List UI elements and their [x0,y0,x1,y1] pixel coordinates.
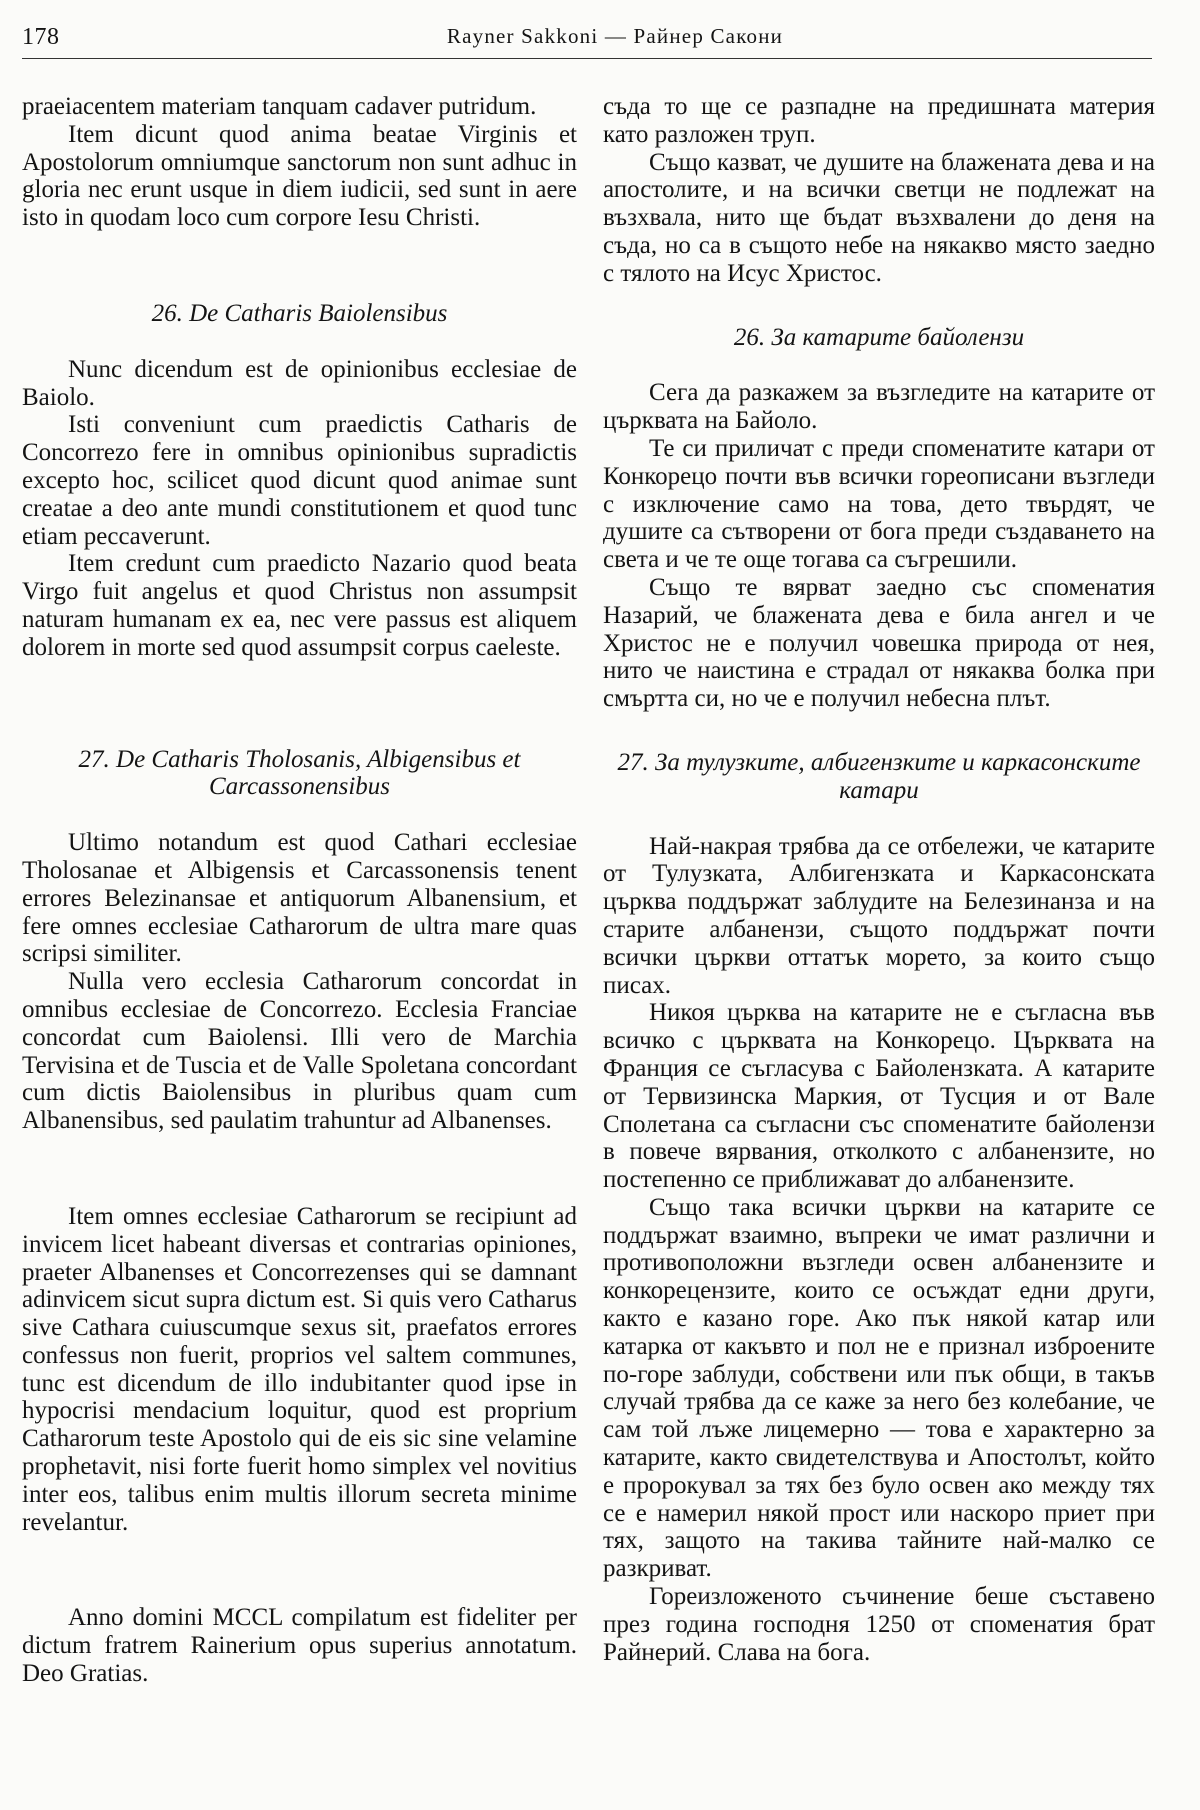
bulgarian-section-heading-26: 26. За катарите байолензи [733,323,1025,351]
page-number: 178 [22,24,60,50]
bulgarian-paragraph: Никоя църква на катарите не е съгласна във всичко с църквата на Конкорецо. Църквата на Франция се съгласува с Байолензката. А катарите от Тервизинска Маркия, от Тусция и от Вале Сполетана са съгласни със споменатите байолензи в повече вярвания, отколкото с албанензите, но постепенно се приближават до албанензите. [603,999,1155,1194]
bulgarian-section-heading-27: 27. За тулузките, албигензките и каркасонските катари [617,748,1141,804]
bulgarian-column [603,93,1155,1666]
bulgarian-colophon: Гореизложеното съчинение беше съставено през година господня 1250 от споменатия брат Райнерий. Слава на бога. [603,1583,1155,1666]
latin-paragraph: Nunc dicendum est de opinionibus ecclesiae de Baiolo. [22,355,577,411]
latin-paragraph: Item dicunt quod anima beatae Virginis et Apostolorum omniumque sanctorum non sunt adhuc in gloria nec erunt usque in diem iudicii, sed sunt in aere isto in quodam loco cum corpore Iesu Christi. [22,120,577,232]
latin-paragraph: Item omnes ecclesiae Catharorum se recipiunt ad invicem licet habeant diversas et contrarias opiniones, praeter Albanenses et Concorrezenses qui se damnant adinvicem sicut supra dictum est. Si quis vero Catharus sive Cathara cuiuscumque sexus sit, praefatos errores confessus non fuerit, proprios vel saltem communes, tunc est dicendum de illo indubitanter quod ipse in hypocrisi mendacium loquitur, quod est proprium Catharorum teste Apostolo qui de eis sic sine velamine prophetavit, nisi forte fuerit homo simplex vel novitius inter eos, talibus enim multis illorum secreta minime revelantur. [22,1202,577,1536]
bulgarian-paragraph: Също те вярват заедно със споменатия Назарий, че блажената дева е била ангел и че Христос не е получил човешка природа от нея, нито че наистина е страдал от някаква болка при смъртта си, но че е получил небесна плът. [603,573,1155,713]
running-title: Rayner Sakkoni — Райнер Сакони [446,24,784,48]
bulgarian-paragraph: съда то ще се разпадне на предишната материя като разложен труп. [603,93,1155,148]
latin-paragraph: praeiacentem materiam tanquam cadaver putridum. [22,93,537,120]
latin-section-heading-27: 27. De Catharis Tholosanis, Albigensibus et Carcassonensibus [78,745,521,801]
bulgarian-paragraph: Също така всички църкви на катарите се поддържат взаимно, въпреки че имат различни и противоположни възгледи освен албанензите и конкорецензите, които се осъждат едни други, както е казано горе. Ако пък някой катар или катарка от какъвто и пол не е признал изброените по-горе заблуди, собствени или пък общи, в такъв случай трябва да се каже за него без колебание, че сам той лъже лицемерно — това е характерно за катарите, както свидетелствува и Апостолът, който е пророкувал за тях без було освен ако между тях се е намерил някой прост или наскоро приет при тях, защото на такива тайните най-малко се разкриват. [603,1193,1155,1583]
bulgarian-paragraph: Сега да разкажем за възгледите на катарите от църквата на Байоло. [603,379,1155,435]
bulgarian-paragraph: Най-накрая трябва да се отбележи, че катарите от Тулузката, Албигензката и Каркасонската църква поддържат заблудите на Белезинанза и на старите албанензи, същото поддържат почти всички църкви оттатък морето, за които също писах. [603,832,1155,999]
bulgarian-paragraph: Те си приличат с преди споменатите катари от Конкорецо почти във всички гореописани възгледи с изключение само на това, дето твърдят, че душите са сътворени от бога преди създаването на света и че те още тогава са съгрешили. [603,434,1155,574]
latin-paragraph: Nulla vero ecclesia Catharorum concordat in omnibus ecclesiae de Concorrezo. Ecclesia Franciae concordat cum Baiolensi. Illi vero de Marchia Tervisina et de Tuscia et de Valle Spoletana concordant cum dictis Baiolensibus in pluribus quam cum Albanensibus, sed paulatim trahuntur ad Albanenses. [22,968,577,1135]
latin-section-heading-26: 26. De Catharis Baiolensibus [151,299,448,327]
latin-paragraph: Item credunt cum praedicto Nazario quod beata Virgo fuit angelus et quod Christus non assumpsit naturam humanam ex ea, nec vere passus est aliquem dolorem in morte sed quod assumpsit corpus caeleste. [22,550,577,661]
latin-colophon: Anno domini MCCL compilatum est fideliter per dictum fratrem Rainerium opus superius annotatum. Deo Gratias. [22,1604,577,1688]
latin-column [22,93,577,1688]
latin-paragraph: Ultimo notandum est quod Cathari ecclesiae Tholosanae et Albigensis et Carcassonensis tenent errores Belezinansae et antiquorum Albanensium, et fere omnes ecclesiae Catharorum de ultra mare quas scripsi similiter. [22,829,577,968]
header-rule [22,58,1152,59]
bulgarian-paragraph: Също казват, че душите на блажената дева и на апостолите, и на всички светци не подлежат на възхвала, нито ще бъдат възхвалени до деня на съда, но са в същото небе на някакво място заедно с тялото на Исус Христос. [603,148,1155,287]
latin-paragraph: Isti conveniunt cum praedictis Catharis de Concorrezo fere in omnibus opinionibus supradictis excepto hoc, scilicet quod dicunt quod animae sunt creatae a deo ante mundi constitutionem et quod tunc etiam peccaverunt. [22,411,577,550]
